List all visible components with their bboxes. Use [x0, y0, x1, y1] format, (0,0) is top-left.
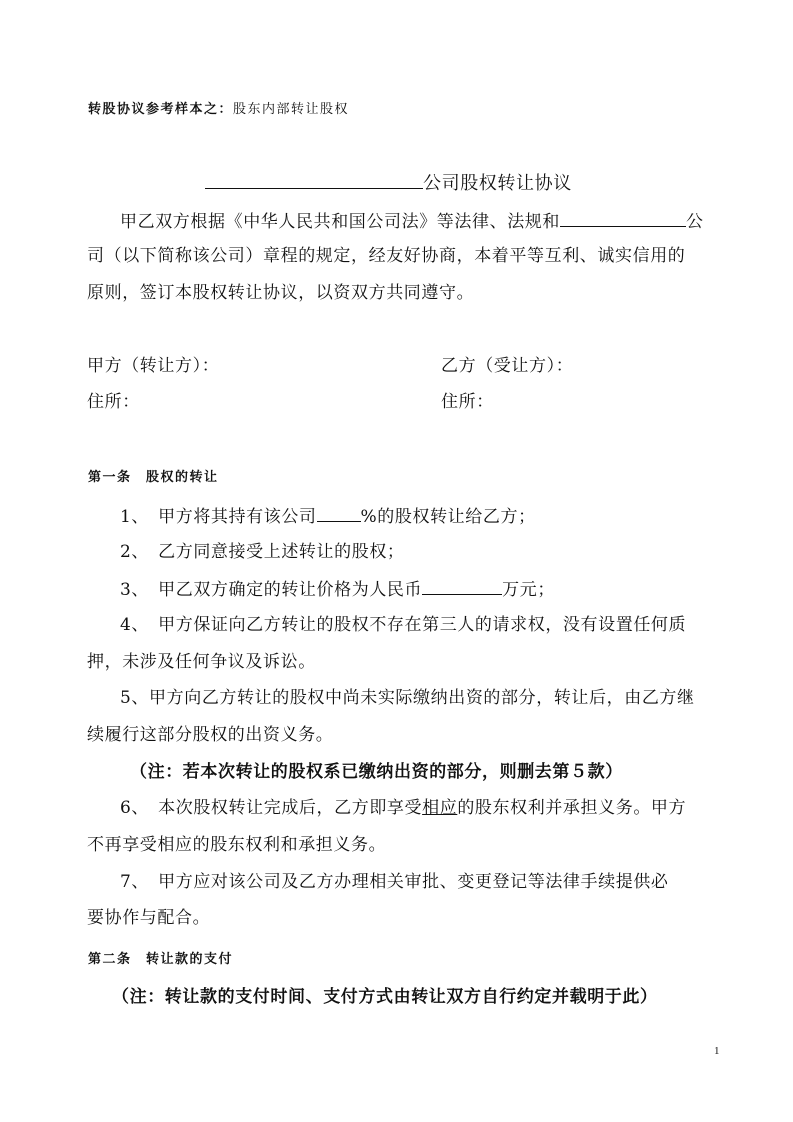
percent-blank	[317, 505, 361, 522]
intro-line-2: 司（以下简称该公司）章程的规定，经友好协商，本着平等互利、诚实信用的	[87, 246, 686, 266]
document-header	[88, 100, 349, 120]
item-4-line-1: 4、 甲方保证向乙方转让的股权不存在第三人的请求权，没有设置任何质	[120, 615, 687, 635]
item-text: 3、 甲乙双方确定的转让价格为人民币	[120, 580, 423, 600]
header-bold-text: 转股协议参考样本之：	[88, 102, 234, 117]
item-1	[120, 505, 536, 527]
item-5-line-2: 续履行这部分股权的出资义务。	[87, 725, 334, 745]
item-text: 1、 甲方将其持有该公司	[120, 507, 317, 527]
article-1-heading: 第一条 股权的转让	[88, 470, 219, 485]
document-title	[205, 172, 572, 194]
item-6-line-1	[120, 798, 686, 818]
intro-line-3: 原则，签订本股权转让协议，以资双方共同遵守。	[87, 283, 475, 303]
item-7-line-2: 要协作与配合。	[87, 908, 211, 928]
header-light-text: 股东内部转让股权	[233, 102, 350, 117]
item-text: 的股东权利并承担义务。甲方	[457, 798, 687, 818]
article-2-heading: 第二条 转让款的支付	[88, 952, 234, 967]
party-a-label: 甲方（转让方）：	[87, 356, 220, 376]
document-title-text: 公司股权转让协议	[423, 173, 572, 194]
item-7-line-1: 7、 甲方应对该公司及乙方办理相关审批、变更登记等法律手续提供必	[120, 872, 669, 892]
article-2-note: （注：转让款的支付时间、支付方式由转让双方自行约定并载明于此）	[112, 987, 658, 1007]
address-b-label: 住所：	[441, 392, 494, 412]
article-1-note: （注：若本次转让的股权系已缴纳出资的部分，则删去第５款）	[130, 762, 623, 782]
company-blank	[560, 210, 686, 227]
item-text: %的股权转让给乙方；	[360, 507, 536, 527]
address-a-label: 住所：	[87, 392, 140, 412]
underlined-text: 相应	[422, 798, 458, 818]
party-b-label: 乙方（受让方）：	[441, 356, 574, 376]
page-number: 1	[714, 1045, 720, 1057]
item-5-line-1: 5、甲方向乙方转让的股权中尚未实际缴纳出资的部分，转让后，由乙方继	[120, 688, 695, 708]
item-2: 2、 乙方同意接受上述转让的股权；	[120, 542, 405, 562]
intro-text: 甲乙双方根据《中华人民共和国公司法》等法律、法规和	[120, 212, 560, 232]
item-text: 6、 本次股权转让完成后，乙方即享受	[120, 798, 423, 818]
intro-line-1	[120, 210, 704, 232]
price-blank	[422, 578, 502, 595]
item-3	[120, 578, 555, 600]
item-6-line-2: 不再享受相应的股东权利和承担义务。	[87, 835, 387, 855]
item-text: 万元；	[502, 580, 555, 600]
company-name-blank	[205, 172, 423, 189]
intro-text: 公	[686, 212, 704, 232]
item-4-line-2: 押，未涉及任何争议及诉讼。	[87, 652, 316, 672]
